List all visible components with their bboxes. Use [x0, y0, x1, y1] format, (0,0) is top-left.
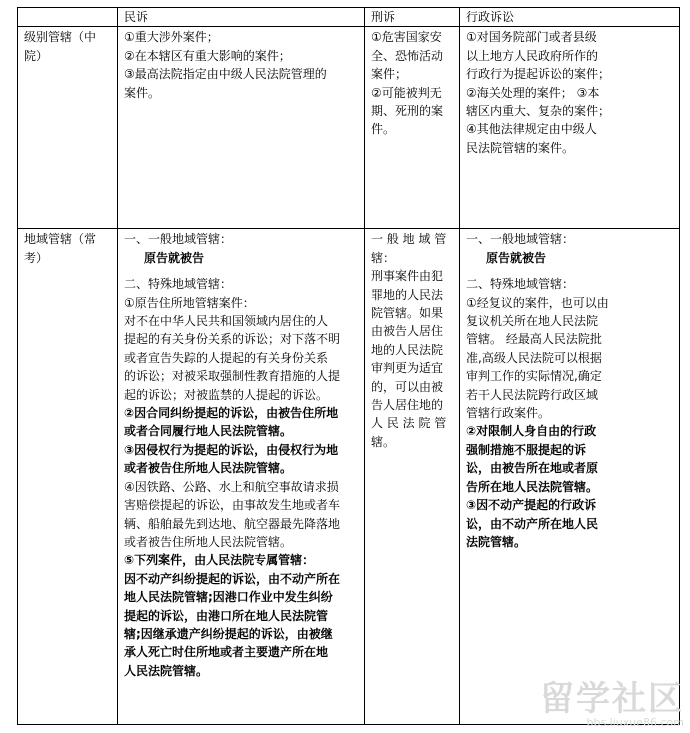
text-line: 管辖行政案件。	[466, 406, 551, 421]
admin-general-rule: 原告就被告	[486, 250, 547, 265]
text-line: 强制措施不服提起的诉	[466, 442, 587, 457]
civil-plain-b	[124, 478, 360, 552]
territory-admin	[460, 229, 680, 725]
text-line: 讼，由不动产所在地人民	[466, 516, 599, 531]
civil-general-rule: 原告就被告	[144, 250, 205, 265]
text-line: 地人民法院管辖;因港口作业中发生纠纷	[124, 590, 333, 605]
text-line: 提起的诉讼，由港口所在地人民法院管	[124, 608, 329, 623]
text-line: 或者宣告失踪的人提起的有关身份关系	[124, 350, 329, 365]
territory-criminal	[365, 229, 460, 725]
text-line: 若干人民法院跨行政区域	[466, 387, 599, 402]
text-line: 审判更为适宜	[371, 361, 444, 376]
admin-special-title: 二、特殊地域管辖：	[466, 277, 575, 292]
text-line: ①原告住所地管辖案件：	[124, 295, 255, 310]
text-line: 辖;因继承遗产纠纷提起的诉讼，由被继	[124, 626, 333, 641]
text-line: 全、恐怖活动	[371, 48, 444, 63]
text-line: 辖：	[371, 250, 396, 265]
text-line: 的，可以由被	[371, 379, 444, 394]
territory-row	[18, 229, 680, 725]
admin-plain	[466, 294, 675, 423]
text-line: 人 民 法 院 管	[371, 416, 447, 431]
territory-label: 地域管辖（常考）	[18, 229, 118, 725]
header-blank	[18, 8, 118, 27]
text-line: ①对国务院部门或者县级	[466, 30, 597, 45]
text-line: 罪地的人民法	[371, 287, 444, 302]
text-line: ①危害国家安	[371, 30, 442, 45]
text-line: 以上地方人民政府所作的	[466, 48, 599, 63]
text-line: 法院管辖。	[466, 534, 527, 549]
text-line: 行政行为提起诉讼的案件；	[466, 67, 611, 82]
text-line: 案件。	[124, 85, 161, 100]
text-line: 刑事案件由犯	[371, 269, 444, 284]
text-line: 案件；	[371, 67, 408, 82]
text-line: ①重大涉外案件；	[124, 30, 219, 45]
text-line: 辖。	[371, 434, 396, 449]
text-line: 审判工作的实际情况,确定	[466, 369, 602, 384]
civil-bold-a	[124, 404, 360, 478]
text-line: 民法院管辖的案件。	[466, 140, 575, 155]
admin-bold	[466, 422, 675, 551]
text-line: ②海关处理的案件； ③本	[466, 85, 600, 100]
text-line: 起的诉讼；对被监禁的人提起的诉讼。	[124, 387, 329, 402]
text-line: ③因侵权行为提起的诉讼，由侵权行为地	[124, 442, 339, 457]
text-line: 期、死刑的案	[371, 104, 444, 119]
text-line: ⑤下列案件，由人民法院专属管辖：	[124, 553, 315, 568]
text-line: 地的人民法院	[371, 342, 444, 357]
text-line: 一 般 地 域 管	[371, 232, 447, 247]
text-line: 对不在中华人民共和国领域内居住的人	[124, 314, 329, 329]
text-line: 害赔偿提起的诉讼，由事故发生地或者车	[124, 498, 341, 513]
text-line: 准,高级人民法院可以根据	[466, 350, 602, 365]
watermark-url: bbs.liuxue86.com	[586, 716, 684, 729]
header-civil: 民诉	[118, 8, 365, 27]
text-line: 告人居住地的	[371, 398, 444, 413]
text-line: 院管辖。如果	[371, 306, 444, 321]
text-line: 讼，由被告所在地或者原	[466, 461, 599, 476]
text-line: ②因合同纠纷提起的诉讼，由被告住所地	[124, 406, 339, 421]
text-line: 辖区内重大、复杂的案件；	[466, 104, 611, 119]
admin-general-title: 一、一般地域管辖：	[466, 232, 575, 247]
level-civil	[118, 27, 365, 229]
text-line: 复议机关所在地人民法院	[466, 314, 599, 329]
civil-bold-b	[124, 551, 360, 680]
text-line: 承人死亡时住所地或者主要遗产所在地	[124, 645, 329, 660]
text-line: 或者合同履行地人民法院管辖。	[124, 424, 293, 439]
text-line: 因不动产纠纷提起的诉讼，由不动产所在	[124, 571, 341, 586]
text-line: 提起的有关身份关系的诉讼；对下落不明	[124, 332, 341, 347]
level-admin	[460, 27, 680, 229]
header-criminal: 刑诉	[365, 8, 460, 27]
text-line: ②对限制人身自由的行政	[466, 424, 597, 439]
level-criminal	[365, 27, 460, 229]
jurisdiction-table	[17, 7, 680, 725]
text-line: 或者被告住所地人民法院管辖。	[124, 461, 293, 476]
text-line: ②在本辖区有重大影响的案件；	[124, 48, 291, 63]
header-admin: 行政诉讼	[460, 8, 680, 27]
civil-general-title: 一、一般地域管辖：	[124, 232, 233, 247]
text-line: 告所在地人民法院管辖。	[466, 479, 599, 494]
text-line: 的诉讼；对被采取强制性教育措施的人提	[124, 369, 341, 384]
text-line: 人民法院管辖。	[124, 663, 209, 678]
territory-civil	[118, 229, 365, 725]
text-line: 件。	[371, 122, 396, 137]
header-row	[18, 8, 680, 27]
civil-plain-a	[124, 294, 360, 404]
level-label: 级别管辖（中院）	[18, 27, 118, 229]
text-line: ④其他法律规定由中级人	[466, 122, 597, 137]
text-line: ①经复议的案件，也可以由	[466, 295, 609, 310]
text-line: ③因不动产提起的行政诉	[466, 498, 597, 513]
watermark-logo: 留学社区	[540, 679, 684, 719]
text-line: 由被告人居住	[371, 324, 444, 339]
level-row	[18, 27, 680, 229]
text-line: ③最高法院指定由中级人民法院管理的	[124, 67, 327, 82]
text-line: ④因铁路、公路、水上和航空事故请求损	[124, 479, 339, 494]
civil-special-title: 二、特殊地域管辖：	[124, 277, 233, 292]
text-line: 管辖。 经最高人民法院批	[466, 332, 602, 347]
text-line: ②可能被判无	[371, 85, 442, 100]
text-line: 或者被告住所地人民法院管辖。	[124, 534, 293, 549]
text-line: 辆、船舶最先到达地、航空器最先降落地	[124, 516, 341, 531]
